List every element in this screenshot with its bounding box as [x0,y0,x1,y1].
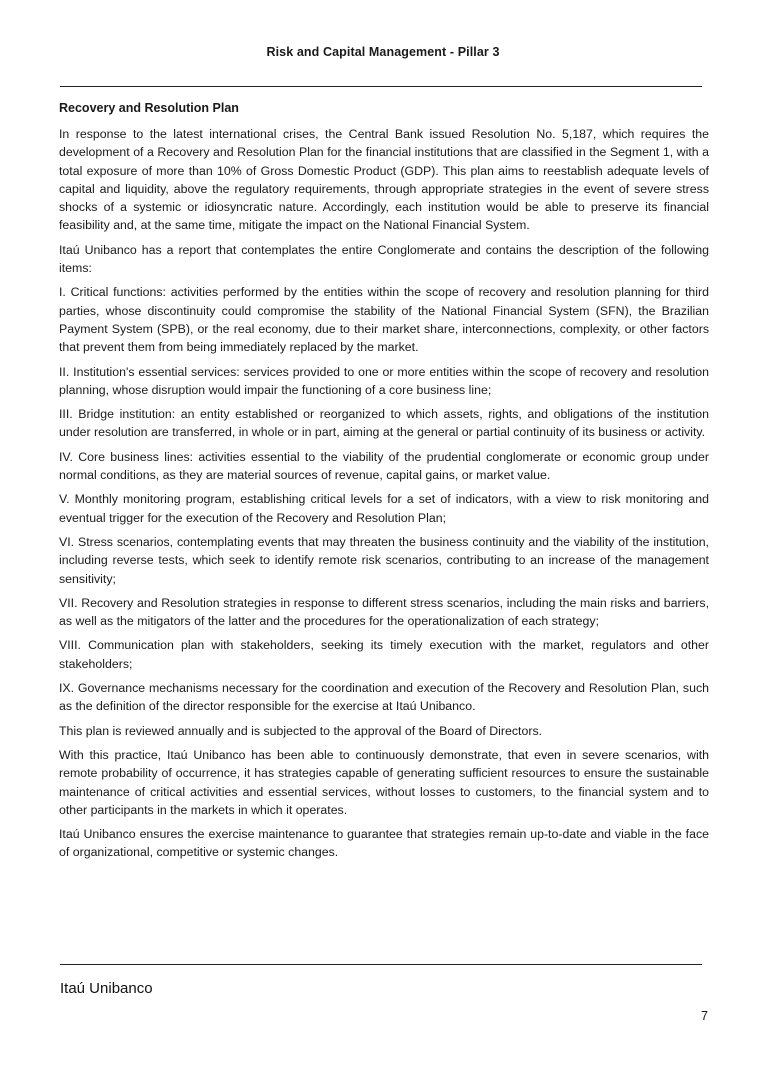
paragraph-item-v: V. Monthly monitoring program, establishing critical levels for a set of indicators, with a view to risk monitoring and eventual trigger for the execution of the Recovery and Resolution Plan; [59,492,709,525]
document-body [59,100,709,868]
paragraph-item-vii: VII. Recovery and Resolution strategies in response to different stress scenarios, including the main risks and barriers, as well as the mitigators of the latter and the procedures for the operationalization of each strategy; [59,595,709,629]
page-header-title: Risk and Capital Management - Pillar 3 [266,45,500,59]
paragraph-item-i: I. Critical functions: activities performed by the entities within the scope of recovery and resolution planning for third parties, whose discontinuity could compromise the stability of the National Financial System (SFN), the Brazilian Payment System (SPB), or the real economy, due to their market share, interconnections, complexity, or other factors that prevent them from being immediately replaced by the market. [59,285,709,355]
footer-divider [60,964,702,965]
paragraph-item-iv: IV. Core business lines: activities essential to the viability of the prudential conglomerate or economic group under normal conditions, as they are material sources of revenue, capital gains, or market value. [59,449,709,483]
header-divider [60,86,702,87]
paragraph-item-iii: III. Bridge institution: an entity established or reorganized to which assets, rights, and obligations of the institution under resolution are transferred, in whole or in part, aiming at the general or partial continuity of its business or activity. [59,407,709,440]
paragraph-item-vi: VI. Stress scenarios, contemplating events that may threaten the business continuity and the viability of the institution, including reverse tests, which seek to identify remote risk scenarios, contributing to an increase of the management sensitivity; [59,534,709,586]
paragraph-report-items: Itaú Unibanco has a report that contemplates the entire Conglomerate and contains the description of the following items: [59,242,709,276]
paragraph-annual-review: This plan is reviewed annually and is subjected to the approval of the Board of Directors. [59,723,543,738]
paragraph-item-ix: IX. Governance mechanisms necessary for the coordination and execution of the Recovery and Resolution Plan, such as the definition of the director responsible for the exercise at Itaú Unibanco. [59,681,709,714]
paragraph-practice: With this practice, Itaú Unibanco has been able to continuously demonstrate, that even in severe scenarios, with remote probability of occurrence, it has strategies capable of generating sufficient resources to ensure the sustainable maintenance of critical activities and essential services, without losses to customers, to the financial system and to other participants in the markets in which it operates. [59,747,709,817]
page-number: 7 [701,1009,708,1023]
footer-brand: Itaú Unibanco [60,980,153,997]
paragraph-item-viii: VIII. Communication plan with stakeholders, seeking its timely execution with the market, regulators and other stakeholders; [59,638,709,671]
paragraph-intro: In response to the latest international crises, the Central Bank issued Resolution No. 5,187, which requires the development of a Recovery and Resolution Plan for the financial institutions that are classified in the Segment 1, with a total exposure of more than 10% of Gross Domestic Product (GDP). This plan aims to reestablish adequate levels of capital and liquidity, above the regulatory requirements, through appropriate strategies in the event of severe stress shocks of a systemic or idiosyncratic nature. Accordingly, each institution would be able to preserve its financial feasibility and, at the same time, mitigate the impact on the National Financial System. [59,127,709,233]
section-title: Recovery and Resolution Plan [59,101,239,115]
paragraph-item-ii: II. Institution's essential services: services provided to one or more entities within the scope of recovery and resolution planning, whose disruption would impair the functioning of a core business line; [59,364,709,397]
paragraph-maintenance: Itaú Unibanco ensures the exercise maintenance to guarantee that strategies remain up-to-date and viable in the face of organizational, competitive or systemic changes. [59,827,709,860]
